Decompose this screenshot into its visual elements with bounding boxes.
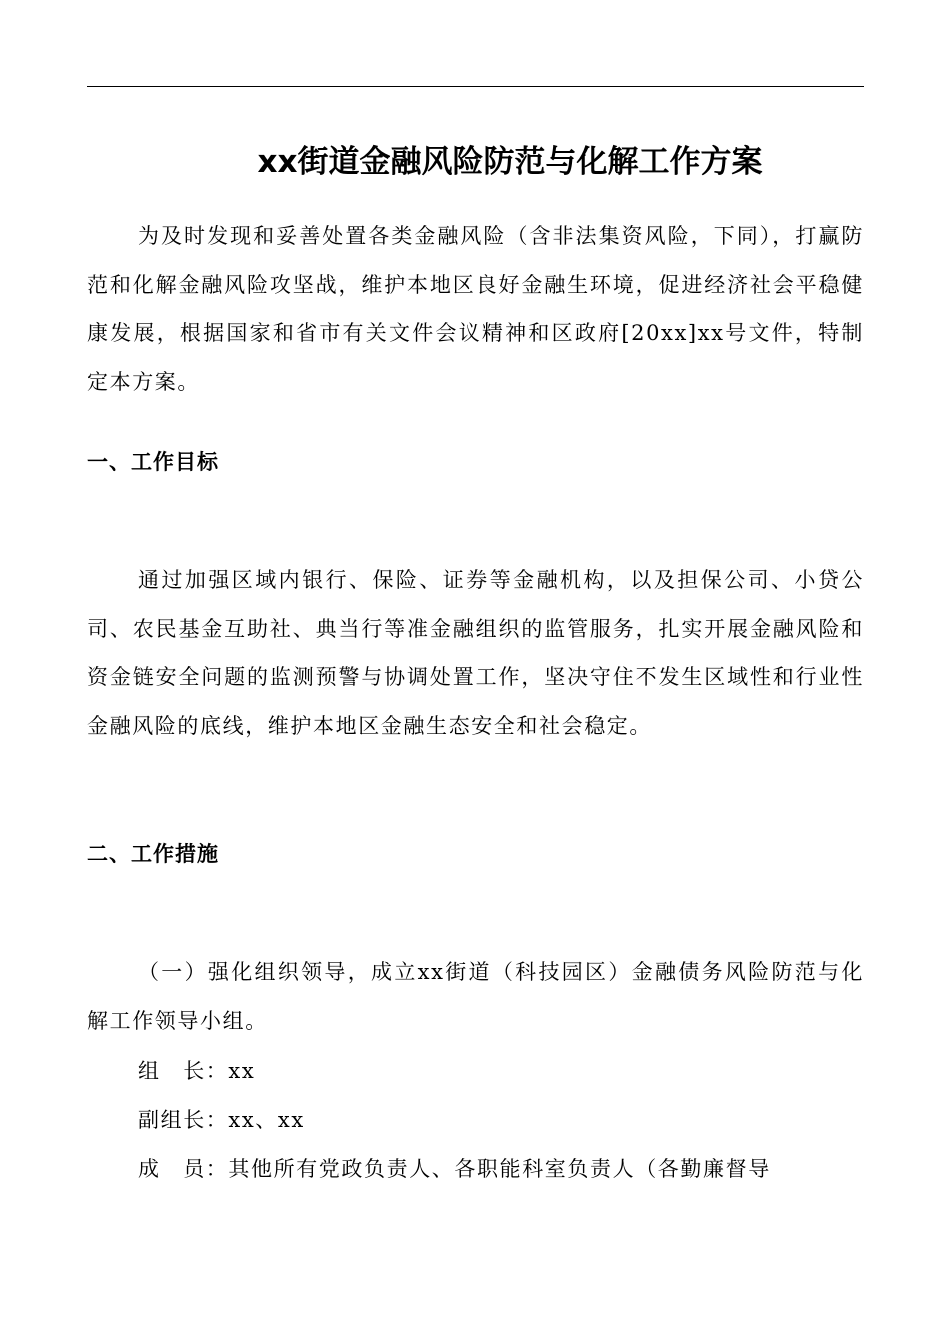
intro-text: 为及时发现和妥善处置各类金融风险（含非法集资风险，下同），打赢防范和化解金融风险攻坚战，维护本地区良好金融生环境，促进经济社会平稳健康发展，根据国家和省市有关文件会议精神和区政府[20xx]xx号文件，特制定本方案。 <box>87 224 864 394</box>
section-heading-measures: 二、工作措施 <box>87 842 219 866</box>
section-goals-text: 通过加强区域内银行、保险、证券等金融机构，以及担保公司、小贷公司、农民基金互助社、典当行等准金融组织的监管服务，扎实开展金融风险和资金链安全问题的监测预警与协调处置工作，坚决守住不发生区域性和行业性金融风险的底线，维护本地区金融生态安全和社会稳定。 <box>87 568 864 738</box>
member-leader: 组 长：xx <box>138 1059 256 1083</box>
section-measures-text: （一）强化组织领导，成立xx街道（科技园区）金融债务风险防范与化解工作领导小组。 <box>87 960 864 1033</box>
header-rule <box>87 86 864 87</box>
member-members: 成 员：其他所有党政负责人、各职能科室负责人（各勤廉督导 <box>138 1157 771 1181</box>
section-heading-goals: 一、工作目标 <box>87 450 219 474</box>
member-deputy-leader: 副组长：xx、xx <box>138 1108 305 1132</box>
section-measures-paragraph <box>87 948 864 1045</box>
section-goals-paragraph <box>87 556 864 750</box>
intro-paragraph <box>87 212 864 406</box>
document-title: xx街道金融风险防范与化解工作方案 <box>257 144 763 180</box>
